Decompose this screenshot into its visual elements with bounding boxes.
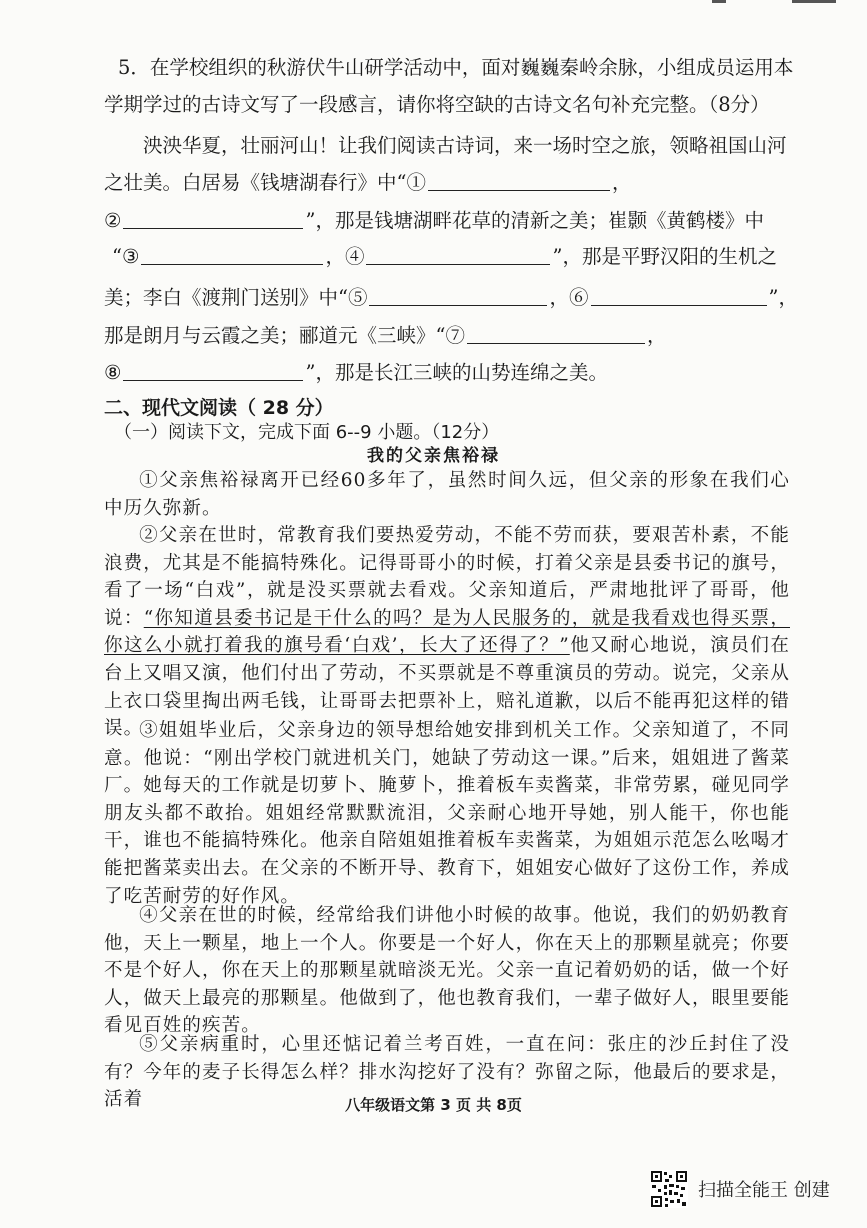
line9-num: ⑧ [104, 361, 122, 384]
line4-end: ， [611, 171, 632, 194]
question5-line-6 [112, 244, 777, 270]
blank-5[interactable] [369, 285, 547, 306]
line5-text: ”，那是钱塘湖畔花草的清新之美；崔颢《黄鹤楼》中 [305, 209, 764, 232]
blank-3[interactable] [141, 244, 323, 265]
scanner-watermark-text: 扫描全能王 创建 [698, 1180, 830, 1201]
blank-7[interactable] [467, 323, 645, 344]
blank-4[interactable] [366, 244, 550, 265]
line4-text: 之壮美。白居易《钱塘湖春行》中“① [104, 171, 426, 194]
article-paragraph-2 [104, 522, 790, 743]
question5-line-3: 泱泱华夏，壮丽河山！让我们阅读古诗词，来一场时空之旅，领略祖国山河 [143, 134, 787, 157]
paragraph-2-part-a: ②父亲在世时，常教育我们要热爱劳动，不能不劳而获，要艰苦朴素，不能浪费，尤其是不能搞特殊化。记得哥哥小的时候，打着父亲是县委书记的旗号，看了一场“白戏”，就是没买票就去看戏。父亲知道后，严肃地批评了哥哥，他说： [104, 525, 791, 629]
blank-6[interactable] [591, 285, 767, 306]
line5-num: ② [104, 209, 122, 232]
question5-line-5 [104, 208, 764, 234]
article-paragraph-5: ⑤父亲病重时，心里还惦记着兰考百姓，一直在问：张庄的沙丘封住了没有？今年的麦子长得怎么样？排水沟挖好了没有？弥留之际，他最后的要求是，活着 [104, 1034, 791, 1111]
line8-text: 那是朗月与云霞之美；郦道元《三峡》“⑦ [104, 324, 465, 347]
section-subheading: （一）阅读下文，完成下面 6--9 小题。（12分） [114, 422, 500, 443]
corner-mark-right [792, 0, 836, 3]
article-paragraph-1: ①父亲焦裕禄离开已经60多年了，虽然时间久远，但父亲的形象在我们心中历久弥新。 [104, 470, 790, 519]
question5-line-7 [104, 285, 798, 311]
corner-mark-left [712, 0, 726, 3]
paragraph-2-underlined: “你知道县委书记是干什么的吗？是为人民服务的，就是我看戏也得买票，你这么小就打着我的旗号看‘白戏’，长大了还得了？” [104, 607, 790, 657]
question5-line-2: 学期学过的古诗文写了一段感言，请你将空缺的古诗文名句补充完整。（8分） [104, 93, 770, 116]
article-paragraph-3: ③姐姐毕业后，父亲身边的领导想给她安排到机关工作。父亲知道了，不同意。他说：“刚出学校门就进机关门，她缺了劳动这一课。”后来，姐姐进了酱菜厂。她每天的工作就是切萝卜、腌萝卜，推着板车卖酱菜，非常劳累，碰见同学朋友头都不敢抬。姐姐经常默默流泪，父亲耐心地开导她，别人能干，你也能干，谁也不能搞特殊化。他亲自陪姐姐推着板车卖酱菜，为姐姐示范怎么吆喝才能把酱菜卖出去。在父亲的不断开导、教育下，姐姐安心做好了这份工作，养成了吃苦耐劳的好作风。 [104, 720, 791, 907]
line7-text: 美；李白《渡荆门送别》中“⑤ [104, 286, 368, 309]
line8-end: ， [646, 324, 667, 347]
article-paragraph-4: ④父亲在世的时候，经常给我们讲他小时候的故事。他说，我们的奶奶教育他，天上一颗星，地上一个人。你要是一个好人，你在天上的那颗星就亮；你要不是个好人，你在天上的那颗星就暗淡无光。父亲一直记着奶奶的话，做一个好人，做天上最亮的那颗星。他做到了，他也教育我们，一辈子做好人，眼里要能看见百姓的疾苦。 [104, 905, 791, 1037]
line6-mid: ，④ [325, 245, 365, 268]
blank-1[interactable] [428, 170, 610, 191]
paragraph-2-part-b: 他又耐心地说，演员们在台上又唱又演，他们付出了劳动，不买票就是不尊重演员的劳动。说完，父亲从上衣口袋里掏出两毛钱，让哥哥去把票补上，赔礼道歉，以后不能再犯这样的错误。 [104, 635, 791, 740]
question5-line-4 [104, 170, 632, 196]
blank-2[interactable] [123, 208, 303, 229]
question5-line-1: 5．在学校组织的秋游伏牛山研学活动中，面对巍巍秦岭余脉，小组成员运用本 [118, 56, 794, 79]
page-footer: 八年级语文第 3 页 共 8页 [345, 1096, 522, 1114]
article-title: 我的父亲焦裕禄 [367, 446, 500, 466]
question5-line-9 [104, 360, 608, 386]
section-heading: 二、现代文阅读（ 28 分） [104, 397, 334, 419]
line9-text: ”，那是长江三峡的山势连绵之美。 [305, 361, 608, 384]
line6-text: ”，那是平野汉阳的生机之 [552, 245, 777, 268]
line7-end: ”， [768, 286, 798, 309]
blank-8[interactable] [123, 360, 303, 381]
question5-line-8 [104, 323, 667, 349]
line7-mid: ，⑥ [549, 286, 589, 309]
line6-num: “③ [112, 245, 140, 268]
qr-code-icon [650, 1170, 688, 1208]
